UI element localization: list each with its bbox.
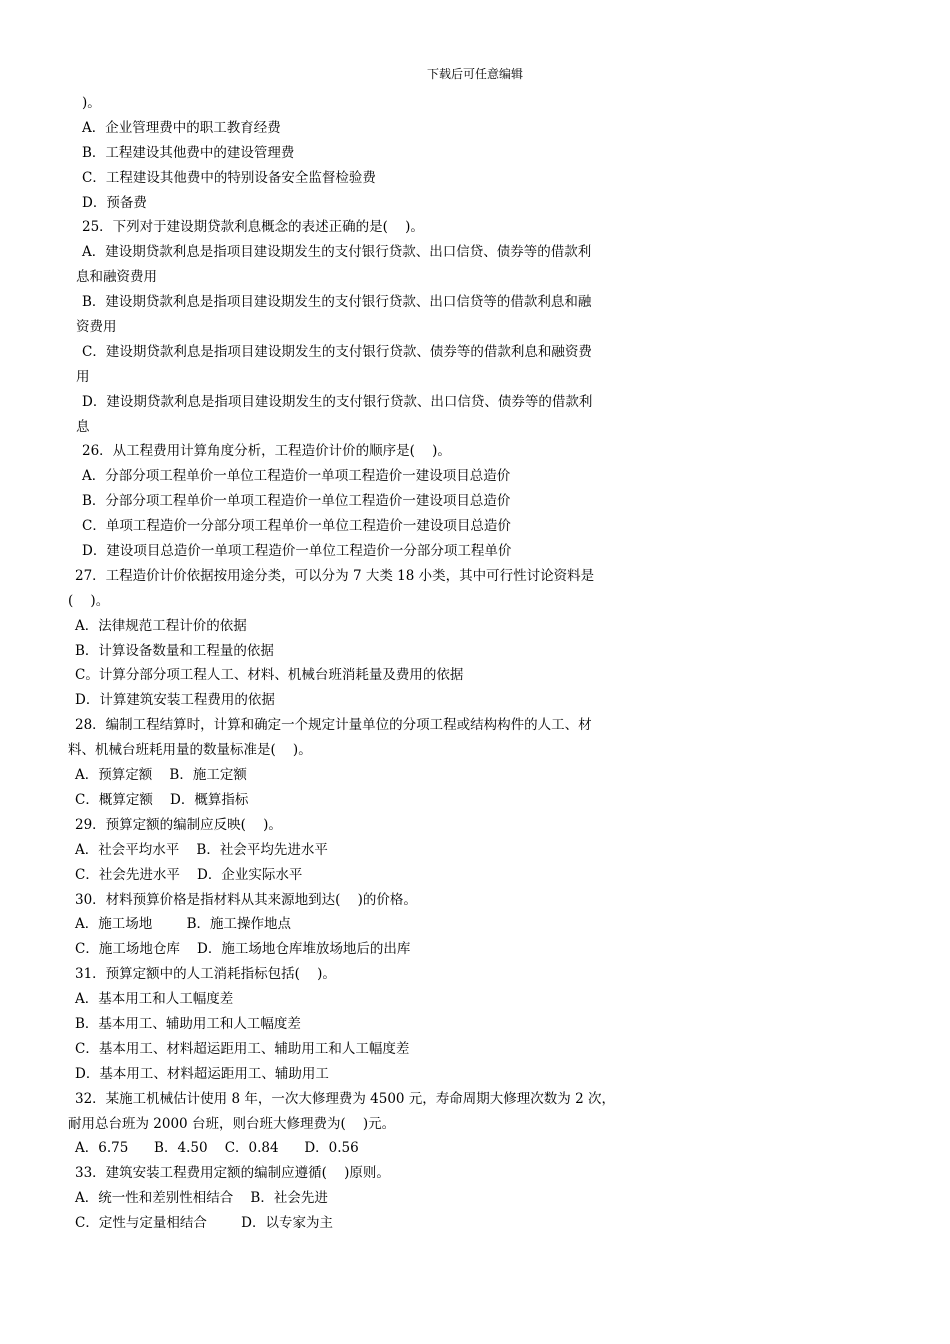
- text-line: A．预算定额 B．施工定额: [75, 767, 247, 784]
- text-line: A．基本用工和人工幅度差: [75, 991, 234, 1008]
- text-line: B．工程建设其他费中的建设管理费: [82, 144, 295, 161]
- text-line: 用: [76, 368, 90, 385]
- text-line: C．单项工程造价一分部分项工程单价一单位工程造价一建设项目总造价: [82, 518, 511, 535]
- text-line: 28．编制工程结算时，计算和确定一个规定计量单位的分项工程或结构构件的人工、材: [75, 717, 592, 734]
- text-line: A．6.75 B．4.50 C．0.84 D．0.56: [75, 1140, 359, 1157]
- text-line: C．施工场地仓库 D．施工场地仓库堆放场地后的出库: [75, 941, 411, 958]
- text-line: 31．预算定额中的人工消耗指标包括( )。: [75, 966, 336, 983]
- text-line: 息: [76, 418, 90, 435]
- text-line: 27．工程造价计价依据按用途分类，可以分为 7 大类 18 小类，其中可行性讨论资料是: [75, 567, 595, 584]
- text-line: 息和融资费用: [76, 269, 157, 286]
- text-line: 料、机械台班耗用量的数量标准是( )。: [68, 742, 312, 759]
- text-line: A．法律规范工程计价的依据: [75, 617, 247, 634]
- text-line: C．基本用工、材料超运距用工、辅助用工和人工幅度差: [75, 1040, 410, 1057]
- text-line: 29．预算定额的编制应反映( )。: [75, 816, 282, 833]
- text-line: A．分部分项工程单价一单位工程造价一单项工程造价一建设项目总造价: [82, 468, 511, 485]
- text-line: 25．下列对于建设期贷款利息概念的表述正确的是( )。: [82, 219, 424, 236]
- text-line: D．基本用工、材料超运距用工、辅助用工: [75, 1065, 329, 1082]
- text-line: A．建设期贷款利息是指项目建设期发生的支付银行贷款、出口信贷、债券等的借款利: [82, 244, 592, 261]
- text-line: 26．从工程费用计算角度分析，工程造价计价的顺序是( )。: [82, 443, 451, 460]
- text-line: 33．建筑安装工程费用定额的编制应遵循( )原则。: [75, 1165, 390, 1182]
- text-line: )。: [82, 95, 101, 111]
- text-line: D．建设期贷款利息是指项目建设期发生的支付银行贷款、出口信贷、债券等的借款利: [82, 393, 593, 410]
- text-line: 资费用: [76, 319, 117, 336]
- text-line: 32．某施工机械估计使用 8 年，一次大修理费为 4500 元，寿命周期大修理次数为 2 次，: [75, 1090, 615, 1107]
- text-line: C．社会先进水平 D．企业实际水平: [75, 866, 303, 883]
- text-line: B．分部分项工程单价一单项工程造价一单位工程造价一建设项目总造价: [82, 493, 511, 510]
- page-header: 下载后可任意编辑: [426, 67, 523, 81]
- document-body: [0, 91, 950, 1236]
- text-line: C．建设期贷款利息是指项目建设期发生的支付银行贷款、债券等的借款利息和融资费: [82, 343, 592, 360]
- text-line: D．预备费: [82, 194, 147, 211]
- text-line: A．社会平均水平 B．社会平均先进水平: [75, 841, 328, 858]
- text-line: ( )。: [68, 592, 110, 609]
- text-line: 30．材料预算价格是指材料从其来源地到达( )的价格。: [75, 891, 417, 908]
- text-line: B．计算设备数量和工程量的依据: [75, 642, 274, 659]
- text-line: D．建设项目总造价一单项工程造价一单位工程造价一分部分项工程单价: [82, 543, 512, 560]
- text-line: A．统一性和差别性相结合 B．社会先进: [75, 1190, 328, 1207]
- text-line: C．概算定额 D．概算指标: [75, 791, 249, 808]
- text-line: D．计算建筑安装工程费用的依据: [75, 692, 275, 709]
- text-line: A．施工场地 B．施工操作地点: [75, 916, 291, 933]
- text-line: A．企业管理费中的职工教育经费: [82, 119, 281, 136]
- text-line: B．基本用工、辅助用工和人工幅度差: [75, 1015, 301, 1032]
- text-line: C．工程建设其他费中的特别设备安全监督检验费: [82, 169, 376, 186]
- text-line: 耐用总台班为 2000 台班，则台班大修理费为( )元。: [68, 1115, 396, 1132]
- text-line: B．建设期贷款利息是指项目建设期发生的支付银行贷款、出口信贷等的借款利息和融: [82, 294, 592, 311]
- text-line: C．定性与定量相结合 D．以专家为主: [75, 1215, 333, 1232]
- text-line: C。计算分部分项工程人工、材料、机械台班消耗量及费用的依据: [75, 667, 464, 684]
